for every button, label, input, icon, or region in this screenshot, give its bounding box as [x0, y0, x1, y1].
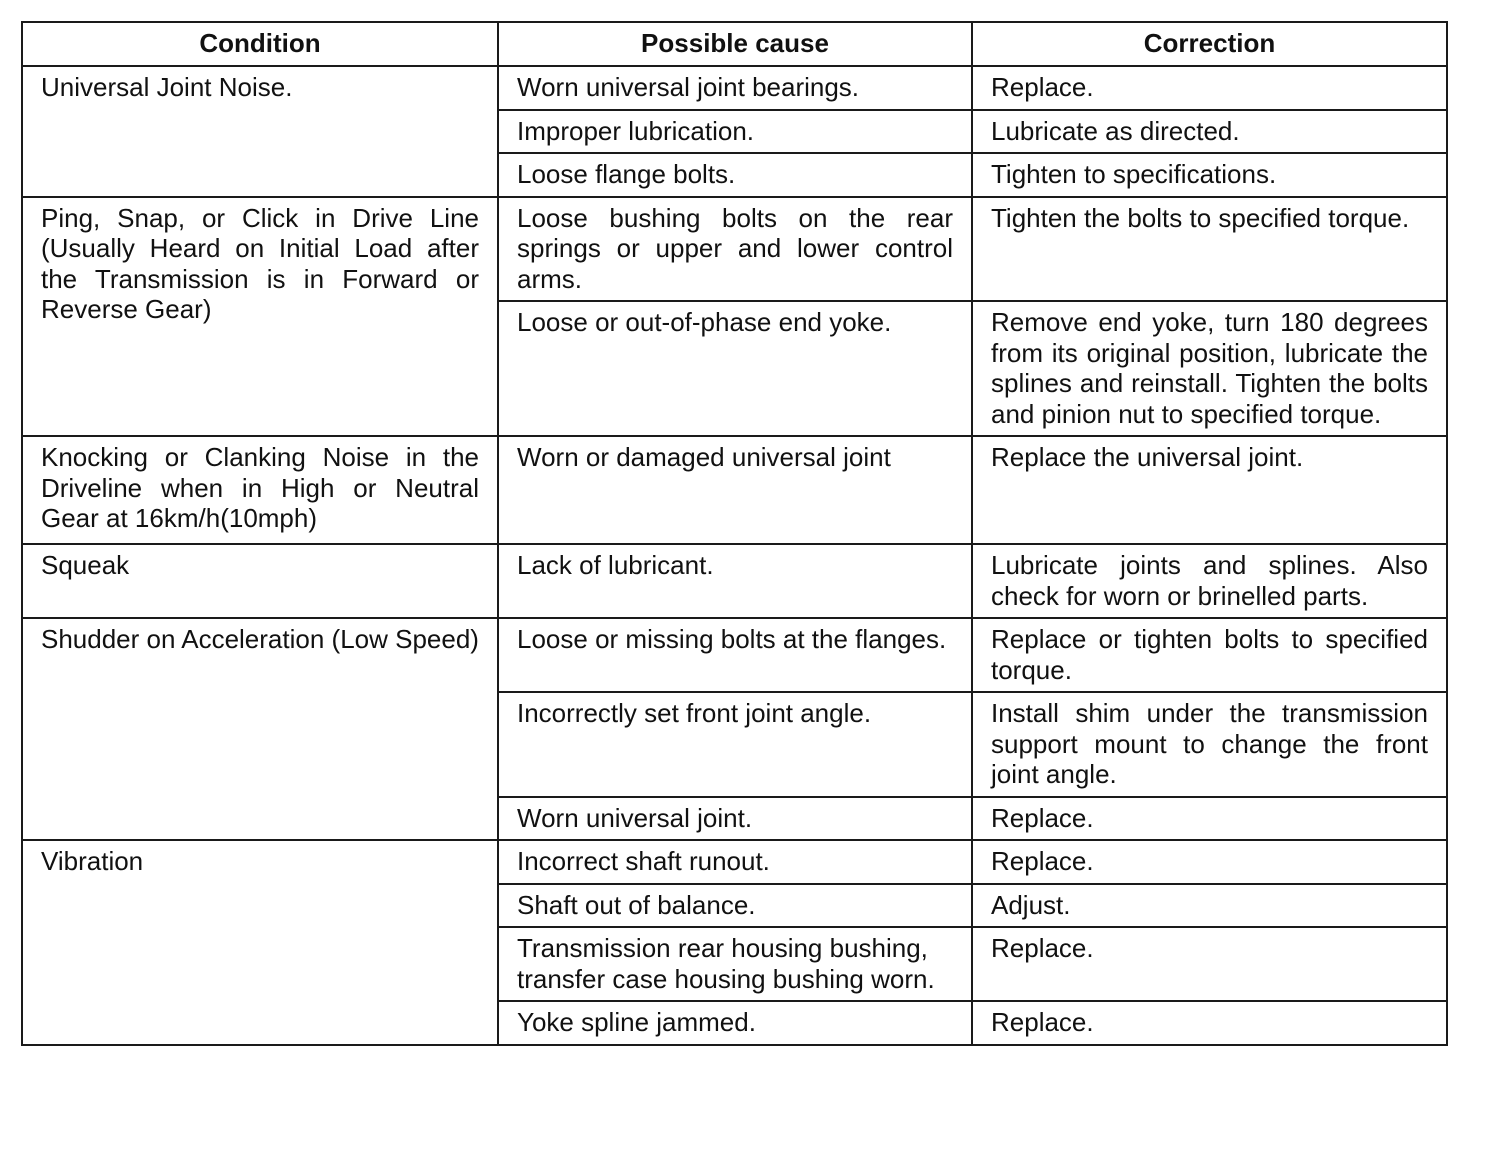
troubleshooting-table — [21, 21, 1448, 1046]
table-row — [22, 840, 1447, 884]
correction-cell: Install shim under the transmission support mount to change the front joint angle. — [972, 692, 1447, 797]
correction-cell: Tighten to specifications. — [972, 153, 1447, 197]
table-row — [22, 544, 1447, 618]
table-row — [22, 66, 1447, 110]
correction-cell: Replace. — [972, 840, 1447, 884]
table-row — [22, 197, 1447, 302]
cause-cell: Shaft out of balance. — [498, 884, 972, 928]
table-row — [22, 618, 1447, 692]
table-row — [22, 436, 1447, 544]
cause-cell: Yoke spline jammed. — [498, 1001, 972, 1045]
cause-cell: Loose or out-of-phase end yoke. — [498, 301, 972, 436]
cause-cell: Transmission rear housing bushing, transfer case housing bushing worn. — [498, 927, 972, 1001]
correction-cell: Tighten the bolts to specified torque. — [972, 197, 1447, 302]
header-possible-cause: Possible cause — [498, 22, 972, 66]
condition-cell: Knocking or Clanking Noise in the Driveline when in High or Neutral Gear at 16km/h(10mph) — [22, 436, 498, 544]
cause-cell: Loose bushing bolts on the rear springs or upper and lower control arms. — [498, 197, 972, 302]
correction-cell: Replace. — [972, 927, 1447, 1001]
condition-cell: Ping, Snap, or Click in Drive Line (Usually Heard on Initial Load after the Transmission is in Forward or Reverse Gear) — [22, 197, 498, 437]
condition-cell: Universal Joint Noise. — [22, 66, 498, 197]
correction-cell: Replace the universal joint. — [972, 436, 1447, 544]
header-condition: Condition — [22, 22, 498, 66]
correction-cell: Lubricate joints and splines. Also check for worn or brinelled parts. — [972, 544, 1447, 618]
cause-cell: Loose flange bolts. — [498, 153, 972, 197]
correction-cell: Replace. — [972, 66, 1447, 110]
table-body — [22, 66, 1447, 1045]
cause-cell: Worn universal joint bearings. — [498, 66, 972, 110]
correction-cell: Lubricate as directed. — [972, 110, 1447, 154]
header-correction: Correction — [972, 22, 1447, 66]
cause-cell: Loose or missing bolts at the flanges. — [498, 618, 972, 692]
header-row — [22, 22, 1447, 66]
table-header — [22, 22, 1447, 66]
correction-cell: Replace or tighten bolts to specified torque. — [972, 618, 1447, 692]
cause-cell: Worn universal joint. — [498, 797, 972, 841]
cause-cell: Incorrect shaft runout. — [498, 840, 972, 884]
condition-cell: Squeak — [22, 544, 498, 618]
cause-cell: Worn or damaged universal joint — [498, 436, 972, 544]
correction-cell: Adjust. — [972, 884, 1447, 928]
cause-cell: Incorrectly set front joint angle. — [498, 692, 972, 797]
condition-cell: Vibration — [22, 840, 498, 1045]
cause-cell: Improper lubrication. — [498, 110, 972, 154]
cause-cell: Lack of lubricant. — [498, 544, 972, 618]
correction-cell: Replace. — [972, 797, 1447, 841]
correction-cell: Remove end yoke, turn 180 degrees from its original position, lubricate the splines and reinstall. Tighten the bolts and pinion nut to specified torque. — [972, 301, 1447, 436]
condition-cell: Shudder on Acceleration (Low Speed) — [22, 618, 498, 840]
correction-cell: Replace. — [972, 1001, 1447, 1045]
